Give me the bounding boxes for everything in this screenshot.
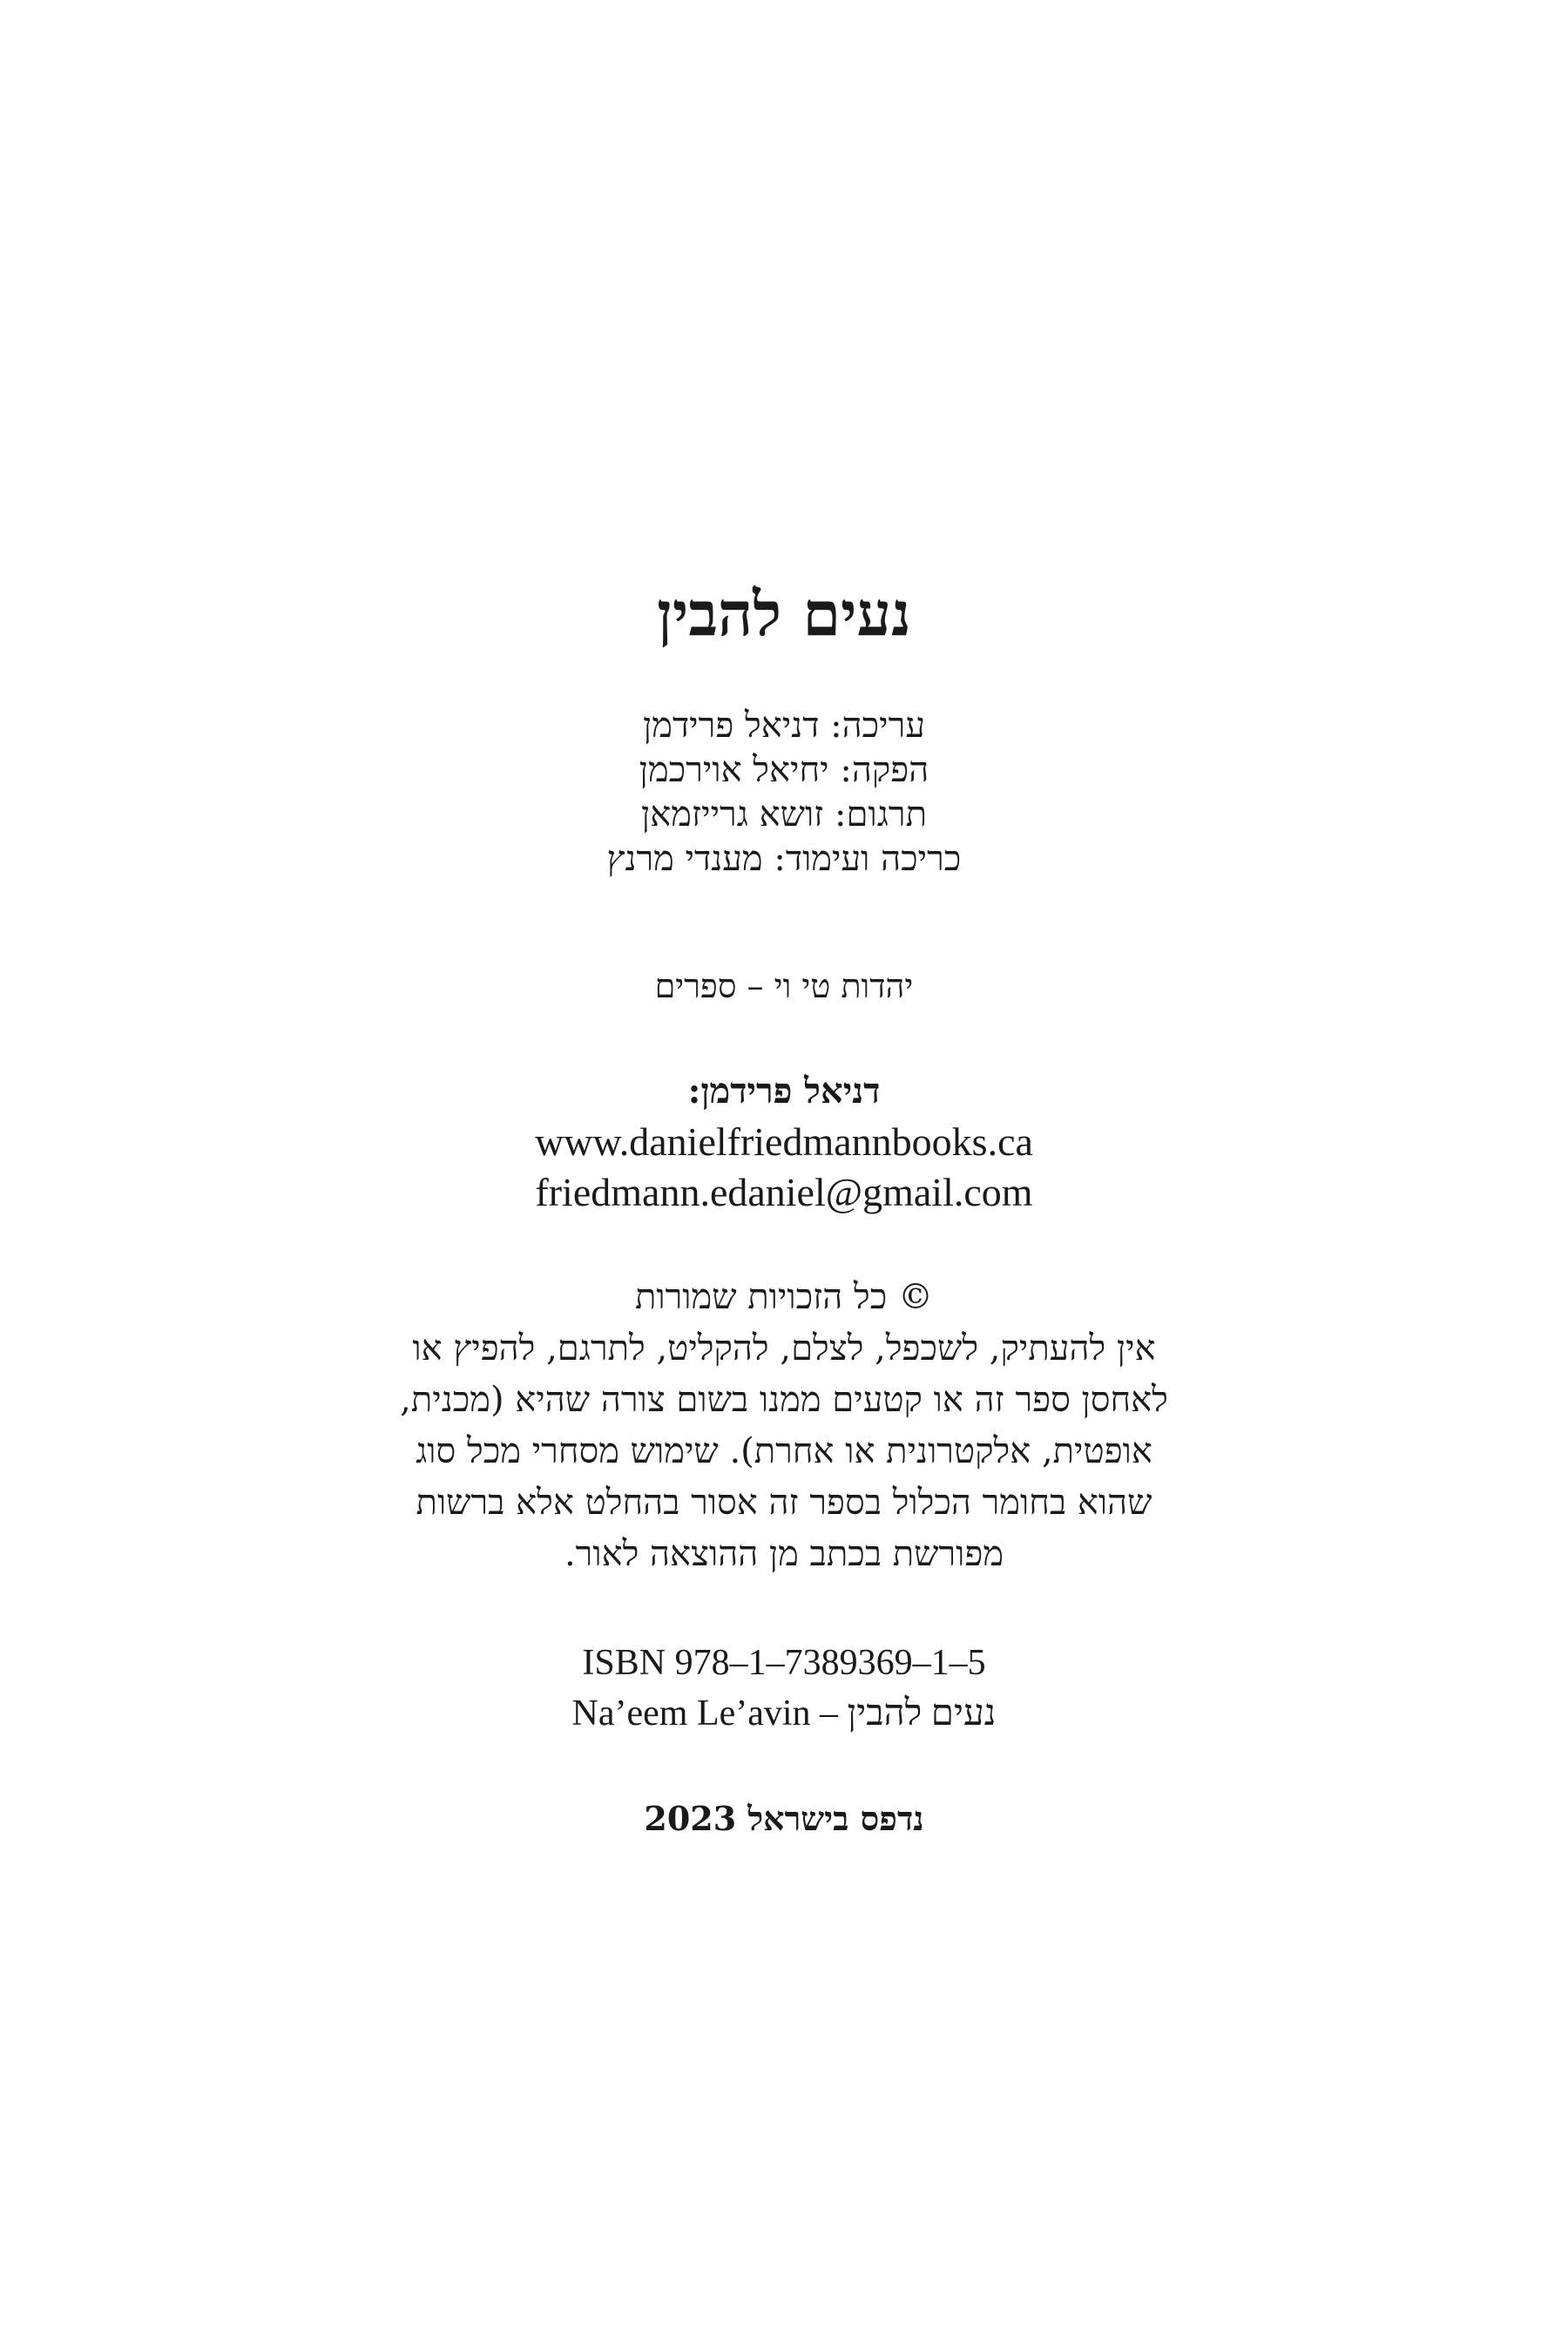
rights-line: אופטית, אלקטרונית או אחרת). שימוש מסחרי מכל סוג	[416, 1431, 1152, 1471]
isbn-block	[0, 1638, 1568, 1739]
bilingual-title: נעים להבין – Na’eem Le’avin	[571, 1693, 997, 1734]
author-contact	[0, 1066, 1568, 1218]
printed-in: נדפס בישראל 2023	[644, 1799, 924, 1838]
credit-cover-layout: כריכה ועימוד: מענדי מרנץ	[606, 839, 962, 879]
rights-line: שהוא בחומר הכלול בספר זה אסור בהחלט אלא ברשות	[416, 1483, 1152, 1523]
rights-line: לאחסן ספר זה או קטעים ממנו בשום צורה שהיא (מכנית,	[400, 1380, 1168, 1420]
credit-translation: תרגום: זושא גרייזמאן	[641, 794, 927, 835]
credit-production: הפקה: יחיאל אוירכמן	[639, 750, 929, 790]
author-email: friedmann.edaniel@gmail.com	[535, 1170, 1033, 1214]
credit-editing: עריכה: דניאל פרידמן	[643, 706, 925, 746]
author-name: דניאל פרידמן:	[687, 1071, 881, 1112]
publisher-name: יהדות טי וי – ספרים	[654, 967, 914, 1005]
author-website: www.danielfriedmannbooks.ca	[535, 1119, 1033, 1164]
rights-line: אין להעתיק, לשכפל, לצלם, להקליט, לתרגם, להפיץ או	[412, 1328, 1156, 1369]
rights-notice	[0, 1272, 1568, 1580]
credits-block	[0, 704, 1568, 882]
isbn-number: ISBN 978–1–7389369–1–5	[582, 1643, 986, 1683]
book-title: נעים להבין	[657, 578, 911, 650]
rights-heading: © כל הזכויות שמורות	[634, 1277, 933, 1317]
rights-line: מפורשת בכתב מן ההוצאה לאור.	[564, 1534, 1004, 1574]
